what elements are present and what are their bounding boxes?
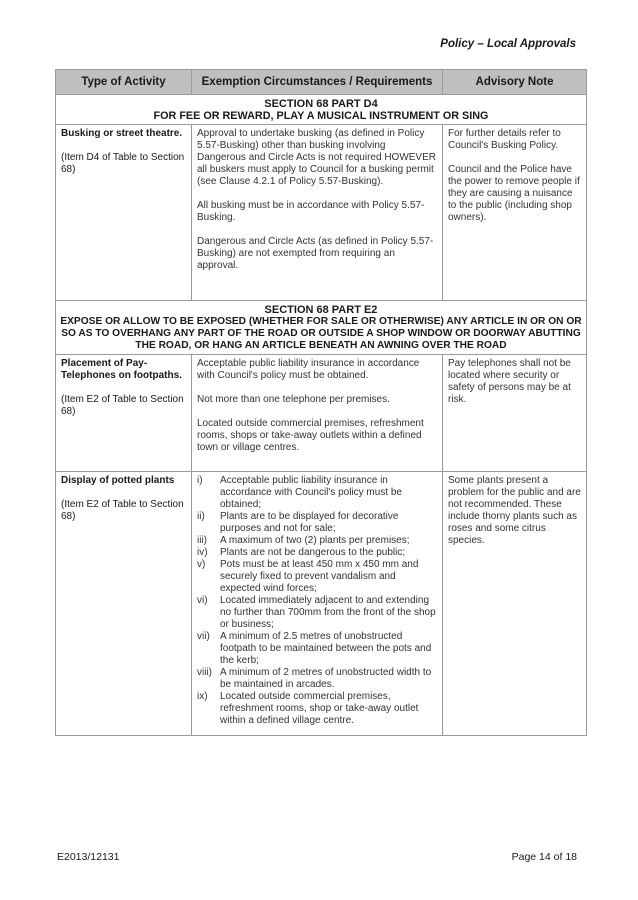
list-number: ii) [197,511,205,522]
requirement-text: Acceptable public liability insurance in accordance with Council's policy must be obtained. [197,358,420,381]
activity-reference: (Item D4 of Table to Section 68) [61,152,185,175]
list-number: iv) [197,547,208,558]
advisory-text: For further details refer to Council's Busking Policy. [448,128,561,151]
requirements-cell [192,125,443,301]
list-text: Pots must be at least 450 mm x 450 mm and securely fixed to prevent vandalism and expected wind forces; [220,559,419,594]
page-number: Page 14 of 18 [511,851,577,863]
activity-name: Display of potted plants [61,475,175,486]
advisory-text: Pay telephones shall not be located where security or safety of persons may be at risk. [448,358,571,405]
section-subtitle: FOR FEE OR REWARD, PLAY A MUSICAL INSTRUMENT OR SING [153,110,489,122]
section-title: SECTION 68 PART E2 [264,304,378,316]
requirements-cell [192,472,443,736]
list-number: vi) [197,595,208,606]
requirement-text: Located outside commercial premises, refreshment rooms, shops or take-away outlets within a defined town or village centres. [197,418,424,453]
requirement-text: Not more than one telephone per premises. [197,394,390,405]
list-item [197,547,437,559]
activity-cell [56,472,192,736]
requirement-text: All busking must be in accordance with Policy 5.57-Busking. [197,200,425,223]
column-header-requirements: Exemption Circumstances / Requirements [192,70,443,95]
section-heading-e2 [56,301,587,355]
page-header-title: Policy – Local Approvals [440,38,576,50]
list-text: Located outside commercial premises, refreshment rooms, shop or take-away outlet within a defined village centre. [220,691,419,726]
list-item [197,535,437,547]
list-number: v) [197,559,206,570]
list-number: iii) [197,535,207,546]
list-item [197,511,437,535]
list-text: Located immediately adjacent to and extending no further than 700mm from the front of the shop or business; [220,595,436,630]
list-item [197,475,437,511]
list-text: Plants are not be dangerous to the public; [220,547,406,558]
activity-name: Busking or street theatre. [61,128,183,139]
list-item [197,631,437,667]
list-item [197,667,437,691]
document-reference: E2013/12131 [57,851,120,863]
advisory-cell [443,472,587,736]
activity-name: Placement of Pay-Telephones on footpaths. [61,358,182,381]
exemptions-table [55,69,587,736]
section-title: SECTION 68 PART D4 [264,98,378,110]
requirements-cell [192,355,443,472]
list-number: ix) [197,691,208,702]
column-header-activity: Type of Activity [56,70,192,95]
list-item [197,691,437,727]
advisory-cell [443,355,587,472]
requirement-text: Approval to undertake busking (as defined in Policy 5.57-Busking) other than busking involving Dangerous and Circle Acts is not required HOWEVER all buskers must apply to Council for a busking permit (see Clause 4.2.1 of Policy 5.57-Busking). [197,128,436,187]
activity-cell [56,355,192,472]
activity-cell [56,125,192,301]
section-heading-d4 [56,95,587,125]
list-item [197,559,437,595]
list-text: Acceptable public liability insurance in accordance with Council's policy must be obtained; [220,475,402,510]
table-header-row [56,70,587,95]
table-row [56,472,587,736]
list-text: Plants are to be displayed for decorative purposes and not for sale; [220,511,399,534]
list-item [197,595,437,631]
table-row [56,125,587,301]
list-text: A minimum of 2 metres of unobstructed width to be maintained in arcades. [220,667,432,690]
list-text: A minimum of 2.5 metres of unobstructed footpath to be maintained between the pots and the kerb; [220,631,432,666]
activity-reference: (Item E2 of Table to Section 68) [61,394,184,417]
section-subtitle: EXPOSE OR ALLOW TO BE EXPOSED (WHETHER FOR SALE OR OTHERWISE) ANY ARTICLE IN OR ON OR SO AS TO OVERHANG ANY PART OF THE ROAD OR OUTSIDE A SHOP WINDOW OR DOORWAY ABUTTING THE ROAD, OR HANG AN ARTICLE BENEATH AN AWNING OVER THE ROAD [60,316,582,351]
table-row [56,355,587,472]
list-number: viii) [197,667,212,678]
advisory-cell [443,125,587,301]
requirement-text: Dangerous and Circle Acts (as defined in Policy 5.57-Busking) are not exempted from requiring an approval. [197,236,434,271]
advisory-text: Council and the Police have the power to remove people if they are causing a nuisance to the public (including shop owners). [448,164,580,223]
advisory-text: Some plants present a problem for the public and are not recommended. These include thorny plants such as roses and some citrus species. [448,475,581,546]
list-number: i) [197,475,203,486]
list-text: A maximum of two (2) plants per premises; [220,535,410,546]
list-number: vii) [197,631,210,642]
requirements-list [197,475,437,727]
activity-reference: (Item E2 of Table to Section 68) [61,499,184,522]
column-header-advisory: Advisory Note [443,70,587,95]
